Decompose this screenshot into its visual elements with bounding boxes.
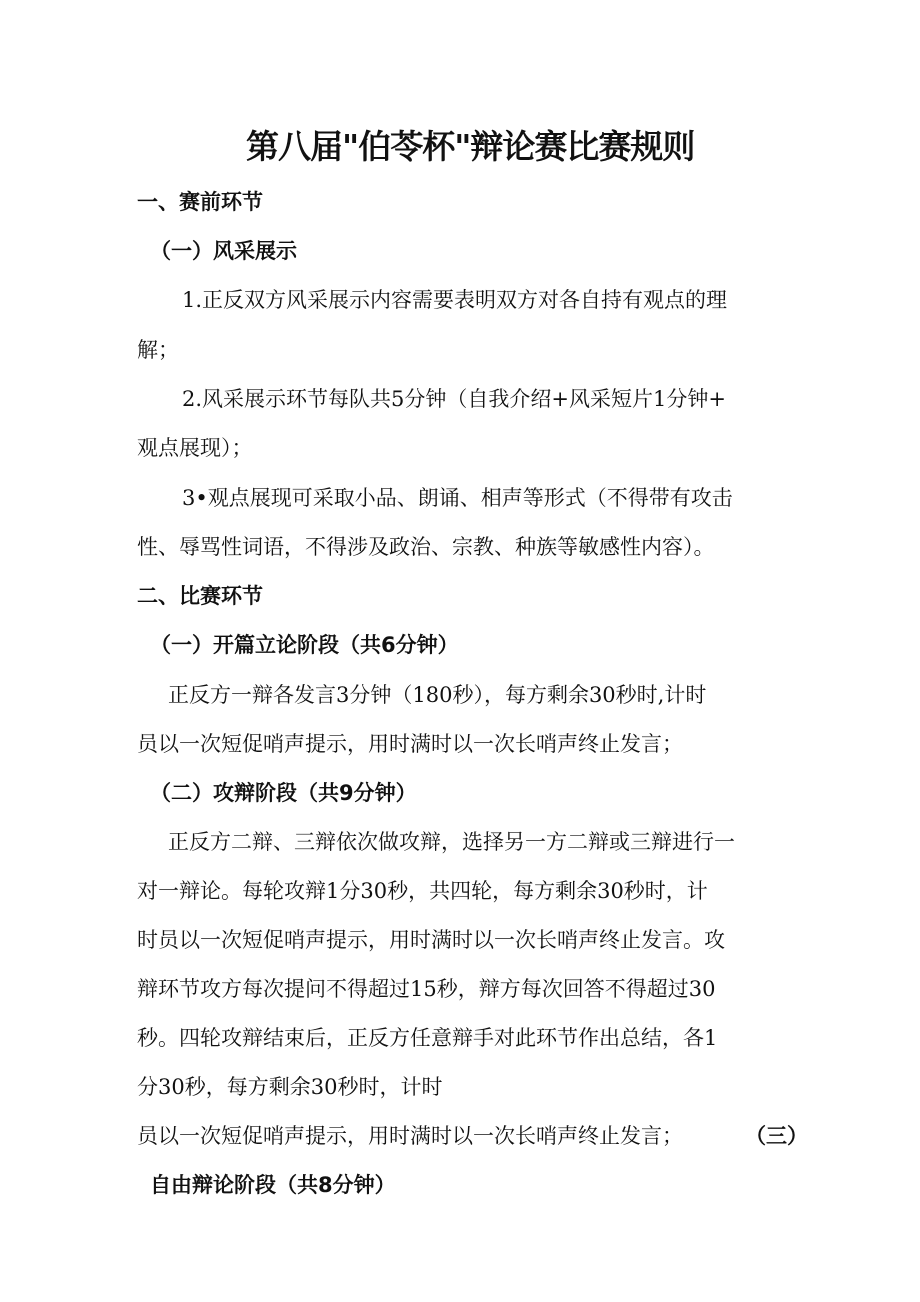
paragraph-line: 员以一次短促哨声提示，用时满时以一次长哨声终止发言；	[137, 1124, 683, 1148]
paragraph-line: 员以一次短促哨声提示，用时满时以一次长哨声终止发言；	[137, 732, 683, 756]
subsection-heading-free-debate: 自由辩论阶段（共8分钟）	[150, 1173, 396, 1197]
paragraph-line: 性、辱骂性词语，不得涉及政治、宗教、种族等敏感性内容）。	[137, 535, 715, 559]
subsection-heading-cross-exam: （二）攻辩阶段（共9分钟）	[150, 781, 417, 805]
paragraph-line: 解；	[137, 338, 179, 362]
paragraph-line: 1.正反双方风采展示内容需要表明双方对各自持有观点的理	[182, 288, 728, 312]
paragraph-line: 2.风采展示环节每队共5分钟（自我介绍+风采短片1分钟+	[182, 387, 726, 411]
paragraph-line: 正反方一辩各发言3分钟（180秒），每方剩余30秒时,计时	[168, 683, 707, 707]
paragraph-line: 3•观点展现可采取小品、朗诵、相声等形式（不得带有攻击	[182, 486, 733, 510]
paragraph-line: 观点展现）；	[137, 436, 253, 460]
paragraph-line: 秒。四轮攻辩结束后，正反方任意辩手对此环节作出总结，各1	[137, 1026, 718, 1050]
subsection-heading-style-showcase: （一）风采展示	[150, 239, 297, 263]
subsection-number-free-debate: （三）	[745, 1124, 808, 1148]
paragraph-line: 正反方二辩、三辩依次做攻辩，选择另一方二辩或三辩进行一	[168, 830, 735, 854]
paragraph-line: 对一辩论。每轮攻辩1分30秒，共四轮，每方剩余30秒时，计	[137, 879, 708, 903]
paragraph-line: 辩环节攻方每次提问不得超过15秒，辩方每次回答不得超过30	[137, 977, 716, 1001]
section-heading-competition: 二、比赛环节	[137, 584, 263, 608]
paragraph-line: 时员以一次短促哨声提示，用时满时以一次长哨声终止发言。攻	[137, 928, 725, 952]
subsection-heading-opening: （一）开篇立论阶段（共6分钟）	[150, 633, 459, 657]
paragraph-line: 分30秒，每方剩余30秒时，计时	[137, 1075, 443, 1099]
page-title: 第八届"伯苓杯"辩论赛比赛规则	[246, 127, 695, 166]
section-heading-pre-match: 一、赛前环节	[137, 190, 263, 214]
